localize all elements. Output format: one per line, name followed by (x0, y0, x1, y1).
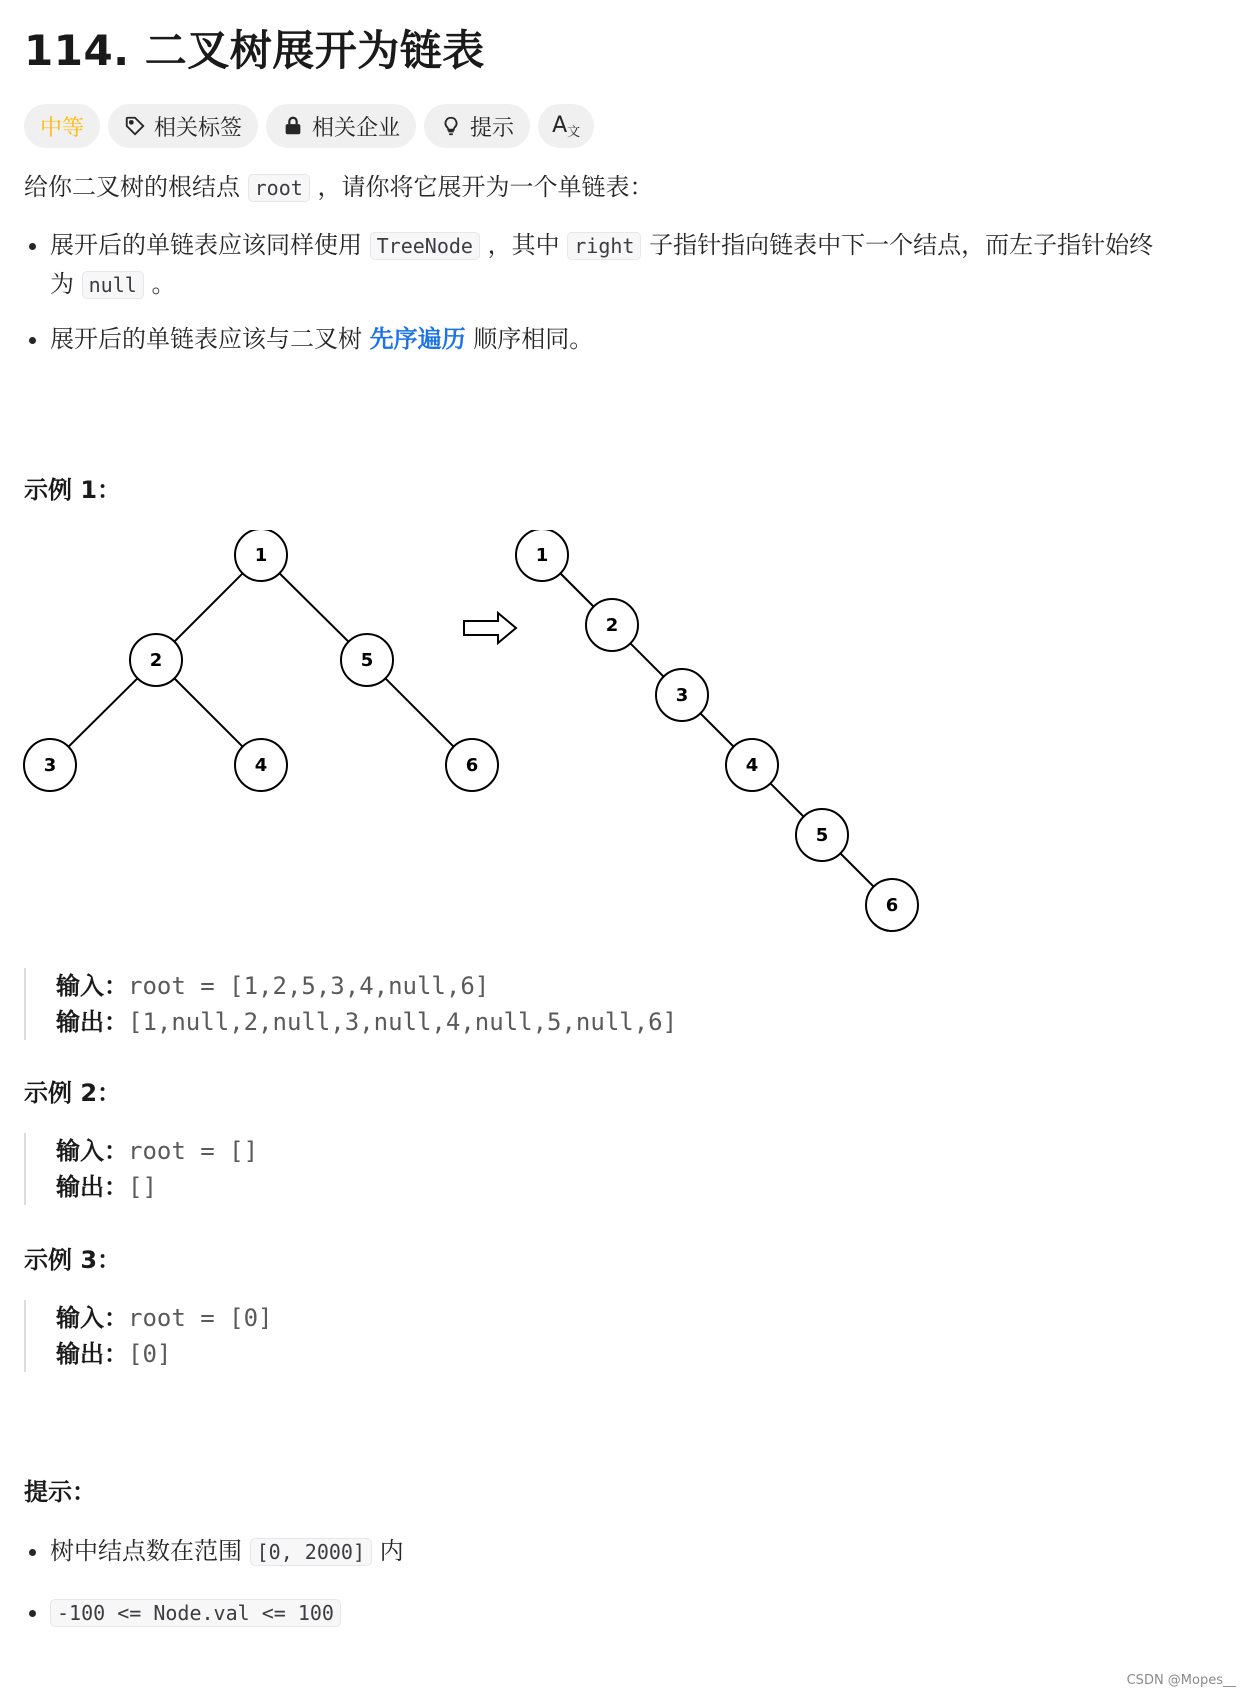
related-companies-label: 相关企业 (312, 115, 401, 141)
lightbulb-icon (440, 115, 462, 137)
difficulty-badge[interactable] (24, 104, 100, 148)
list-node (516, 530, 568, 581)
inline-code: root (248, 174, 310, 202)
example-input: root = [] (128, 1137, 259, 1165)
list-item: • 展开后的单链表应该与二叉树 先序遍历 顺序相同。 (50, 320, 1230, 358)
list-node (866, 879, 918, 931)
tree-node (24, 739, 76, 791)
list-node (656, 669, 708, 721)
example-heading: 示例 3： (24, 1246, 122, 1274)
svg-text:5: 5 (360, 650, 374, 671)
example-2-block: 输入：root = [] 输出：[] (24, 1133, 258, 1205)
list-node (586, 599, 638, 651)
example-3-block: 输入：root = [0] 输出：[0] (24, 1300, 273, 1372)
list-item: • 展开后的单链表应该同样使用 TreeNode ，其中 right 子指针指向链表中下一个结点，而左子指针始终 为 null 。 (50, 226, 1230, 304)
svg-text:3: 3 (43, 755, 57, 776)
intro-text: 给你二叉树的根结点 root ，请你将它展开为一个单链表： (24, 173, 654, 201)
svg-text:4: 4 (254, 755, 268, 776)
svg-text:2: 2 (605, 615, 619, 636)
example-input: root = [0] (128, 1304, 273, 1332)
tree-node (235, 739, 287, 791)
problem-title: 114. 二叉树展开为链表 (24, 26, 485, 75)
tree-node (341, 634, 393, 686)
tag-bar (24, 104, 594, 148)
example-heading: 示例 1： (24, 476, 122, 504)
example-1-block: 输入：root = [1,2,5,3,4,null,6] 输出：[1,null,2,null,3,null,4,null,5,null,6] (24, 968, 677, 1040)
example-output: [0] (128, 1340, 172, 1368)
list-item: • 树中结点数在范围 [0, 2000] 内 (50, 1532, 404, 1571)
example-figure (0, 530, 940, 950)
example-output: [1,null,2,null,3,null,4,null,5,null,6] (128, 1008, 678, 1036)
related-tags-button[interactable] (108, 104, 258, 148)
svg-text:2: 2 (149, 650, 163, 671)
constraints-heading: 提示： (24, 1478, 96, 1506)
example-heading: 示例 2： (24, 1079, 122, 1107)
translate-button[interactable] (538, 104, 594, 148)
arrow-icon (464, 613, 516, 643)
related-tags-label: 相关标签 (154, 115, 243, 141)
list-node (796, 809, 848, 861)
svg-text:6: 6 (465, 755, 479, 776)
svg-text:4: 4 (745, 755, 759, 776)
watermark: CSDN @Mopes__ (1126, 1673, 1236, 1688)
requirements-list (24, 226, 1230, 358)
translate-icon: A文 (552, 112, 581, 140)
difficulty-label: 中等 (40, 115, 85, 141)
svg-text:6: 6 (885, 895, 899, 916)
list-node (726, 739, 778, 791)
lock-icon (282, 115, 304, 137)
svg-text:3: 3 (675, 685, 689, 706)
example-output: [] (128, 1173, 157, 1201)
tree-node (130, 634, 182, 686)
tag-icon (124, 115, 146, 137)
related-companies-button[interactable] (266, 104, 416, 148)
tree-node (446, 739, 498, 791)
tree-node (235, 530, 287, 581)
example-input: root = [1,2,5,3,4,null,6] (128, 972, 490, 1000)
svg-text:5: 5 (815, 825, 829, 846)
preorder-link[interactable]: 先序遍历 (369, 325, 466, 353)
constraints-list (24, 1532, 404, 1632)
svg-text:1: 1 (535, 545, 549, 566)
list-item: • -100 <= Node.val <= 100 (50, 1593, 404, 1632)
hint-label: 提示 (470, 115, 515, 141)
svg-text:1: 1 (254, 545, 268, 566)
hint-button[interactable] (424, 104, 530, 148)
